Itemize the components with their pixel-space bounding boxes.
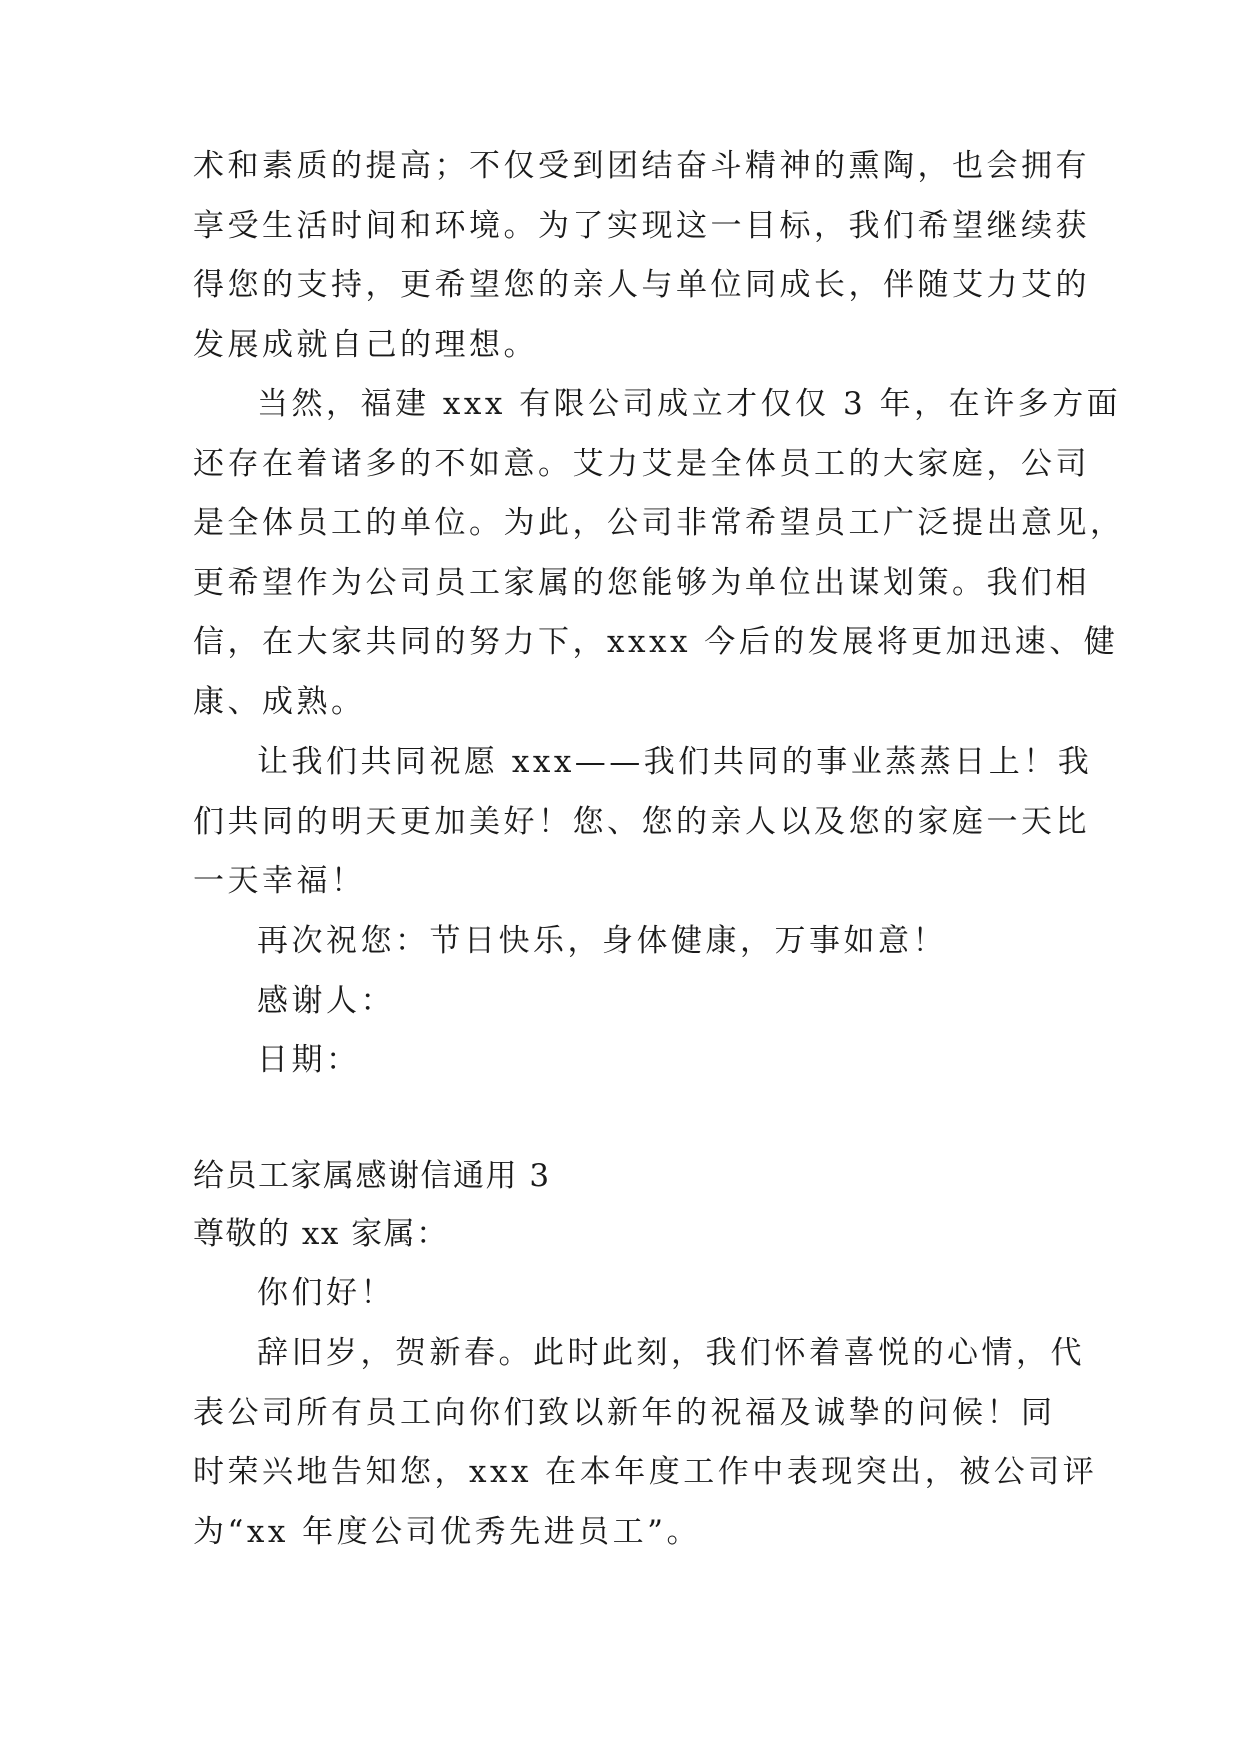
salutation bbox=[193, 1205, 1057, 1265]
signer-label bbox=[193, 972, 1057, 1032]
paragraph-company-intro bbox=[193, 375, 1125, 732]
text-line: 尊敬的 xx 家属： bbox=[193, 1216, 449, 1252]
text-line: 信，在大家共同的努力下，xxxx 今后的发展将更加迅速、健 bbox=[193, 624, 1119, 660]
text-line: 感谢人： bbox=[257, 983, 395, 1019]
paragraph-new-year bbox=[193, 1324, 1098, 1562]
text-line: 们共同的明天更加美好！您、您的亲人以及您的家庭一天比 bbox=[193, 803, 1090, 840]
text-line: 你们好！ bbox=[257, 1275, 395, 1311]
text-line: 当然，福建 xxx 有限公司成立才仅仅 3 年，在许多方面 bbox=[257, 386, 1122, 422]
date-label bbox=[193, 1031, 1057, 1091]
section-title bbox=[193, 1147, 1057, 1207]
paragraph-support-continued bbox=[193, 137, 1090, 375]
text-line: 一天幸福！ bbox=[193, 863, 366, 899]
text-line: 更希望作为公司员工家属的您能够为单位出谋划策。我们相 bbox=[193, 564, 1090, 601]
text-line: 时荣兴地告知您，xxx 在本年度工作中表现突出，被公司评 bbox=[193, 1454, 1098, 1490]
closing-wish bbox=[193, 912, 1057, 972]
greeting bbox=[193, 1264, 1057, 1324]
text-line: 发展成就自己的理想。 bbox=[193, 326, 538, 363]
text-line: 辞旧岁，贺新春。此时此刻，我们怀着喜悦的心情，代 bbox=[257, 1335, 1085, 1371]
text-line: 给员工家属感谢信通用 3 bbox=[193, 1158, 551, 1194]
text-line: 享受生活时间和环境。为了实现这一目标，我们希望继续获 bbox=[193, 207, 1090, 244]
paragraph-wishes bbox=[193, 733, 1093, 912]
text-line: 还存在着诸多的不如意。艾力艾是全体员工的大家庭，公司 bbox=[193, 445, 1090, 482]
text-line: 是全体员工的单位。为此，公司非常希望员工广泛提出意见， bbox=[193, 505, 1125, 541]
text-line: 让我们共同祝愿 xxx——我们共同的事业蒸蒸日上！我 bbox=[257, 744, 1093, 780]
text-line: 术和素质的提高；不仅受到团结奋斗精神的熏陶，也会拥有 bbox=[193, 148, 1090, 184]
text-line: 得您的支持，更希望您的亲人与单位同成长，伴随艾力艾的 bbox=[193, 267, 1090, 303]
text-line: 日期： bbox=[257, 1042, 361, 1078]
text-line: 康、成熟。 bbox=[193, 683, 366, 720]
text-line: 再次祝您：节日快乐，身体健康，万事如意！ bbox=[257, 923, 947, 959]
text-line: 表公司所有员工向你们致以新年的祝福及诚挚的问候！同 bbox=[193, 1394, 1056, 1431]
text-line: 为“xx 年度公司优秀先进员工”。 bbox=[193, 1513, 702, 1550]
